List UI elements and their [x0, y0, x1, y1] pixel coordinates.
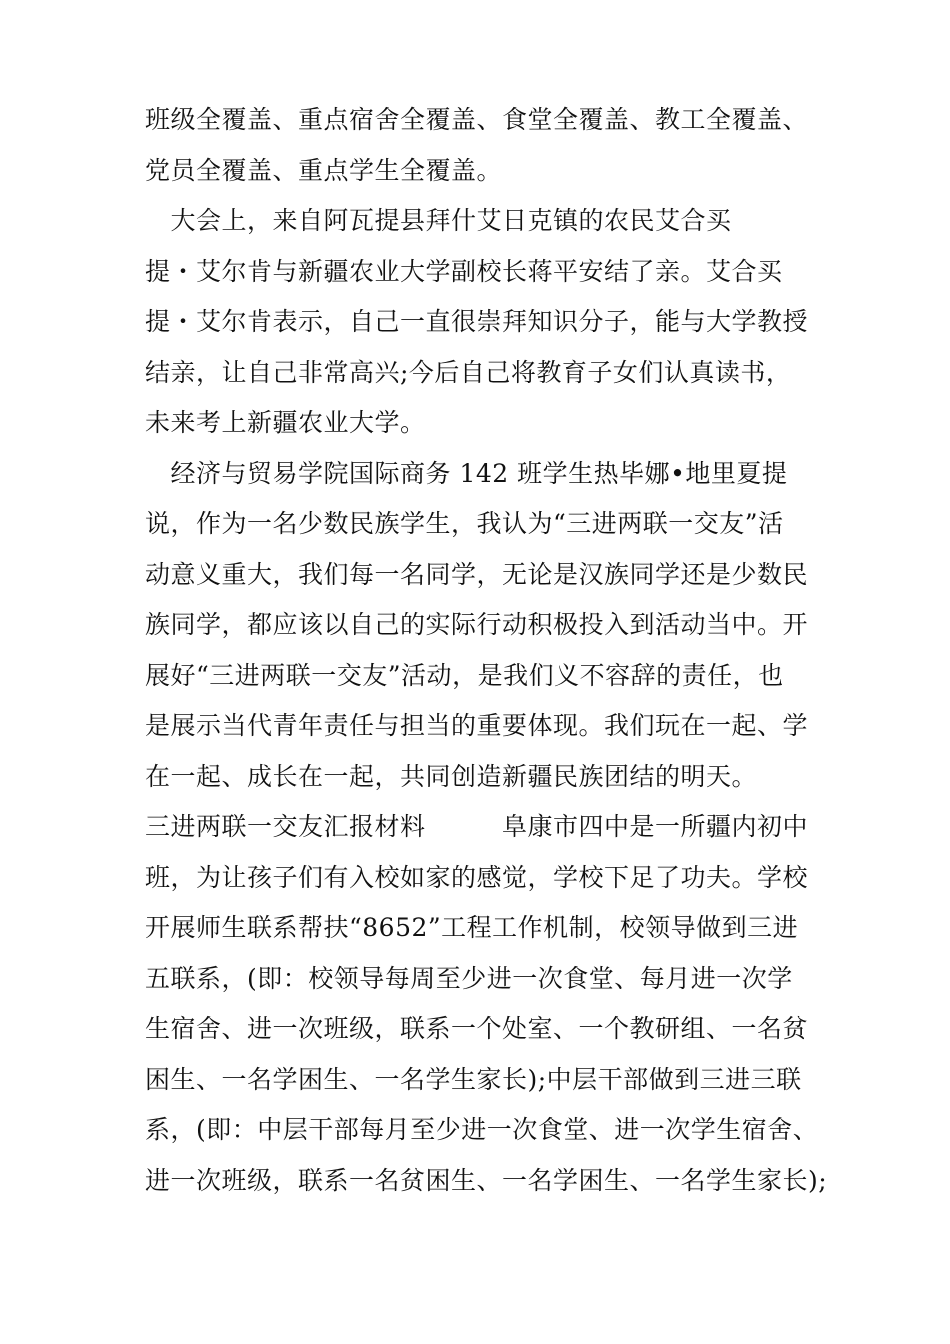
text-line: 五联系，(即：校领导每周至少进一次食堂、每月进一次学 [145, 963, 793, 993]
text-line: 困生、一名学困生、一名学生家长);中层干部做到三进三联 [145, 1064, 802, 1094]
text-line: 未来考上新疆农业大学。 [145, 408, 426, 437]
text-line: 展好“三进两联一交友”活动，是我们义不容辞的责任，也 [145, 660, 784, 690]
text-line: 班级全覆盖、重点宿舍全覆盖、食堂全覆盖、教工全覆盖、 [145, 105, 809, 134]
text-line: 党员全覆盖、重点学生全覆盖。 [145, 155, 503, 185]
text-line: 是展示当代青年责任与担当的重要体现。我们玩在一起、学 [145, 711, 809, 740]
text-line: 提・艾尔肯表示，自己一直很崇拜知识分子，能与大学教授 [145, 307, 809, 336]
text-line: 在一起、成长在一起，共同创造新疆民族团结的明天。 [145, 761, 758, 791]
text-line: 动意义重大，我们每一名同学，无论是汉族同学还是少数民 [145, 559, 809, 589]
text-line: 生宿舍、进一次班级，联系一个处室、一个教研组、一名贫 [145, 1014, 809, 1043]
text-line: 班，为让孩子们有入校如家的感觉，学校下足了功夫。学校 [145, 862, 809, 892]
text-line: 开展师生联系帮扶“8652”工程工作机制，校领导做到三进 [145, 913, 799, 942]
text-line: 经济与贸易学院国际商务 142 班学生热毕娜•地里夏提 [145, 458, 788, 488]
text-line: 结亲，让自己非常高兴;今后自己将教育子女们认真读书， [145, 357, 792, 387]
text-line: 大会上，来自阿瓦提县拜什艾日克镇的农民艾合买 [145, 206, 732, 235]
document-body [145, 95, 828, 1206]
text-line: 三进两联一交友汇报材料 阜康市四中是一所疆内初中 [145, 812, 809, 841]
text-line: 系，(即：中层干部每月至少进一次食堂、进一次学生宿舍、 [145, 1115, 819, 1144]
text-line: 进一次班级，联系一名贫困生、一名学困生、一名学生家长); [145, 1165, 828, 1195]
text-line: 族同学，都应该以自己的实际行动积极投入到活动当中。开 [145, 610, 809, 639]
text-line: 提・艾尔肯与新疆农业大学副校长蒋平安结了亲。艾合买 [145, 256, 783, 286]
text-line: 说，作为一名少数民族学生，我认为“三进两联一交友”活 [145, 509, 784, 538]
